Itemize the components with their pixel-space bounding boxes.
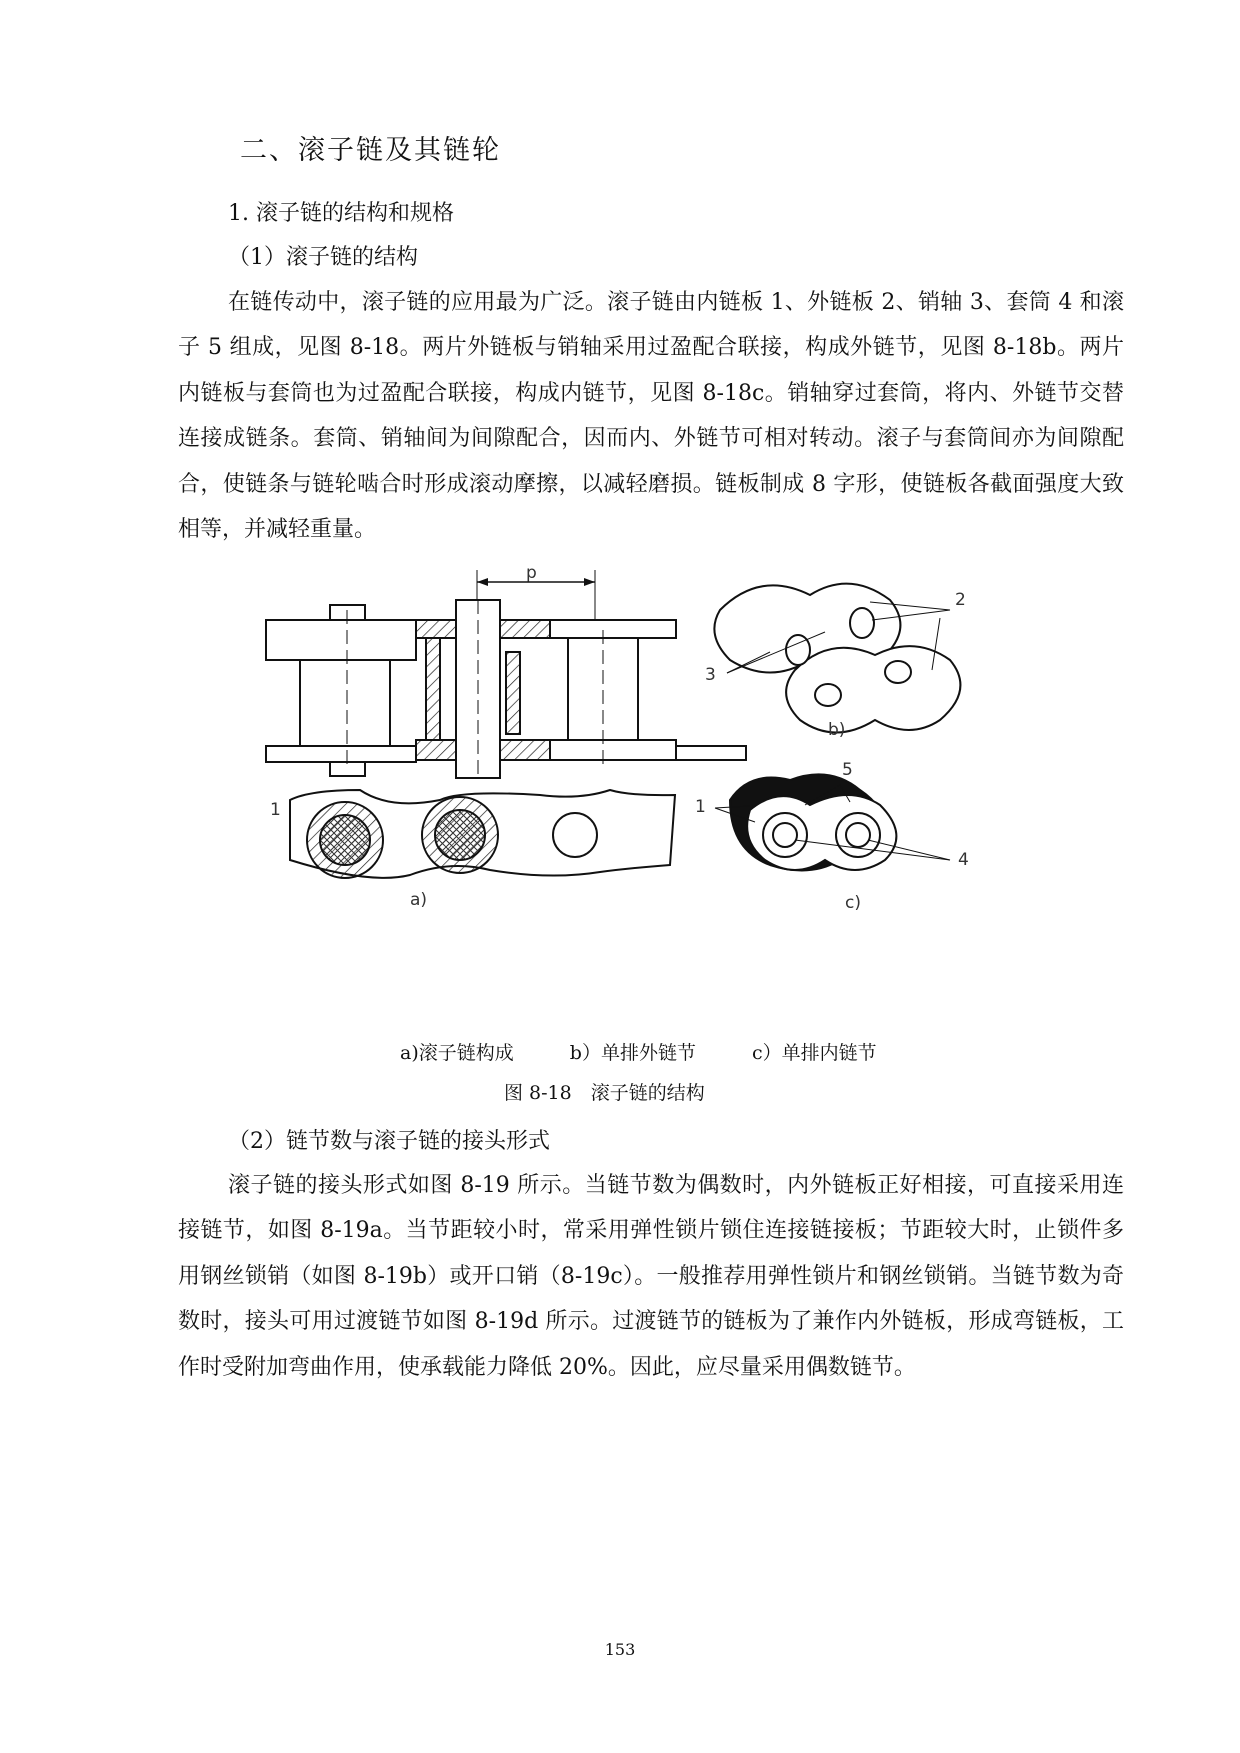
paragraph-1: 在链传动中，滚子链的应用最为广泛。滚子链由内链板 1、外链板 2、销轴 3、套筒 4 和滚子 5 组成，见图 8-18。两片外链板与销轴采用过盈配合联接，构成外链节，见图 8-18b。两片内链板与套筒也为过盈配合联接，构成内链节，见图 8-18c。销轴穿过套筒，将内、外链节交替连接成链条。套筒、销轴间为间隙配合，因而内、外链节可相对转动。滚子与套筒间亦为间隙配合，使链条与链轮啮合时形成滚动摩擦，以减轻磨损。链板制成 8 字形，使链板各截面强度大致相等，并减轻重量。 [178,290,1124,543]
caption-b: b）单排外链节 [569,1042,696,1064]
figure-title: 图 8-18 滚子链的结构 [504,1082,705,1104]
sub-label-c: c) [845,893,861,913]
label-part-1: 1 [270,800,281,820]
figure-8-18 [250,560,1090,1020]
subsection-title: 1. 滚子链的结构和规格 [228,201,454,226]
figure-c-label-1: 1 [695,797,706,817]
caption-a: a)滚子链构成 [400,1042,514,1064]
caption-c: c）单排内链节 [752,1042,877,1064]
figure-a-section [266,570,746,778]
figure-b-label-3: 3 [705,665,716,685]
figure-c-label-5: 5 [842,760,853,780]
figure-c-label-4: 4 [958,850,969,870]
pitch-label: p [526,563,537,583]
figure-subcaptions [400,1038,927,1065]
figure-b-label-2: 2 [955,590,966,610]
page-number: 153 [604,1640,636,1659]
item1-title: （1）滚子链的结构 [228,245,418,270]
paragraph-2: 滚子链的接头形式如图 8-19 所示。当链节数为偶数时，内外链板正好相接，可直接采用连接链节，如图 8-19a。当节距较小时，常采用弹性锁片锁住连接链接板；节距较大时，止锁件多用钢丝锁销（如图 8-19b）或开口销（8-19c）。一般推荐用弹性锁片和钢丝锁销。当链节数为奇数时，接头可用过渡链节如图 8-19d 所示。过渡链节的链板为了兼作内外链板，形成弯链板，工作时受附加弯曲作用，使承载能力降低 20%。因此，应尽量采用偶数链节。 [178,1173,1124,1380]
item2-title: （2）链节数与滚子链的接头形式 [228,1129,550,1154]
sub-label-a: a) [410,890,428,910]
figure-c-inner-link [730,774,896,870]
section-title: 二、滚子链及其链轮 [240,135,501,166]
figure-b-outer-link [714,584,960,733]
figure-a-plan [290,790,675,878]
sub-label-b: b) [828,720,846,740]
